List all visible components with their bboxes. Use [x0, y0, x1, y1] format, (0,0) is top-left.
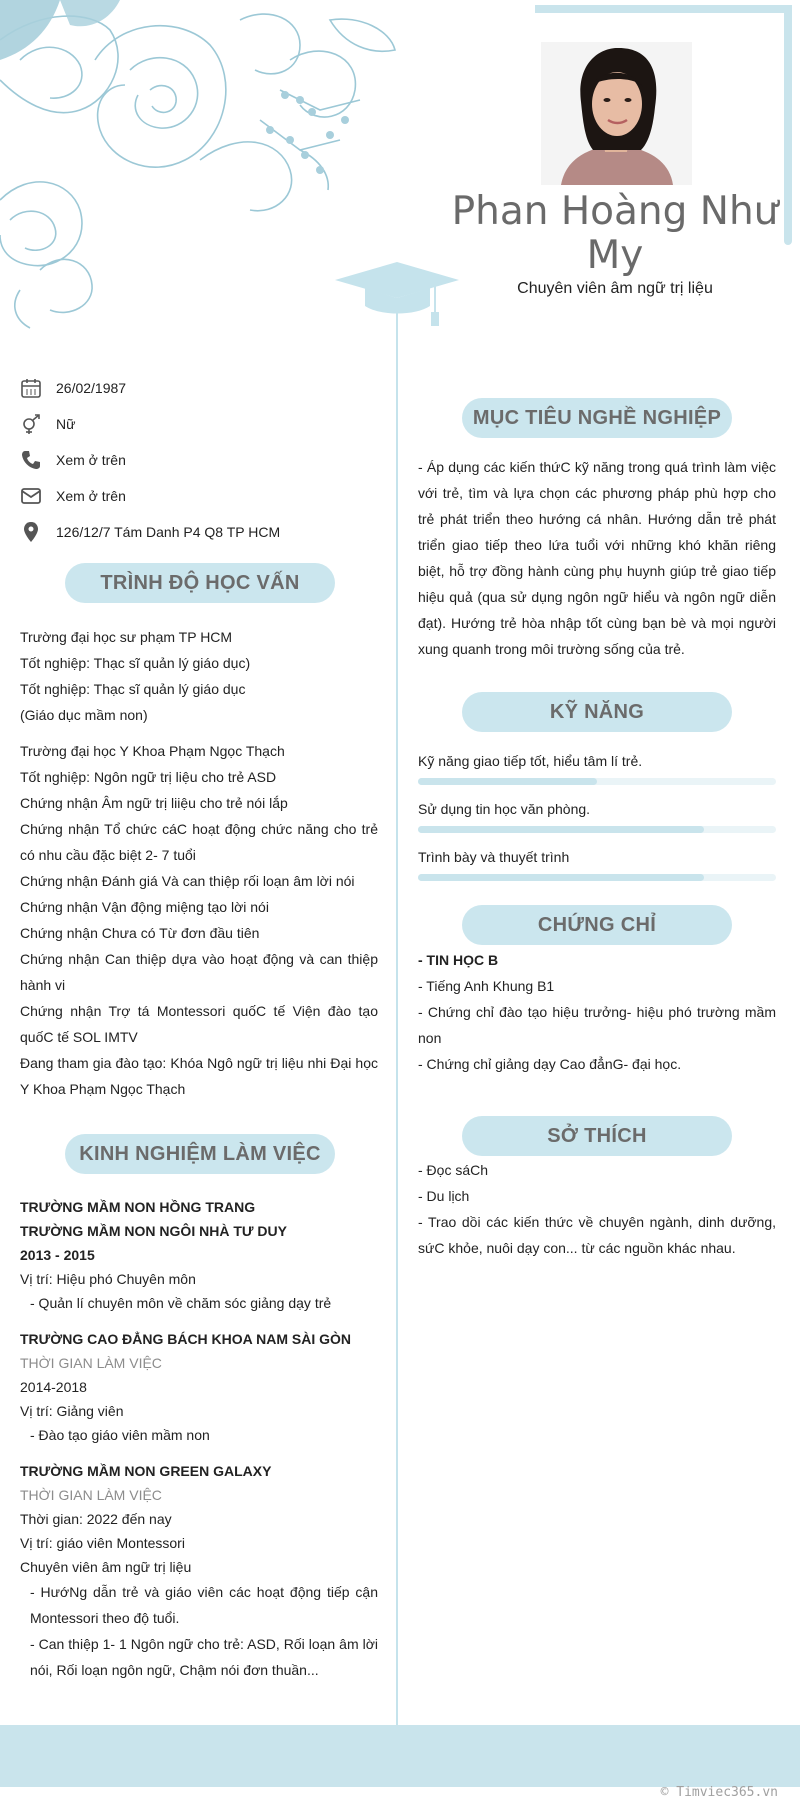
hobbies-title: SỞ THÍCH	[462, 1116, 732, 1156]
experience-duty: - Quản lí chuyên môn về chăm sóc giảng dạy trẻ	[30, 1295, 332, 1311]
certificate-item: - Tiếng Anh Khung B1	[418, 978, 555, 994]
candidate-job-title: Chuyên viên âm ngữ trị liệu	[517, 280, 713, 297]
education-title: TRÌNH ĐỘ HỌC VẤN	[65, 563, 335, 603]
experience-company: TRƯỜNG CAO ĐẲNG BÁCH KHOA NAM SÀI GÒN	[20, 1331, 352, 1347]
center-divider	[396, 300, 398, 1725]
skill-name: Sử dụng tin học văn phòng.	[418, 801, 591, 817]
candidate-name: Phan Hoàng Như My	[451, 189, 779, 278]
education-item: Trường đại học Y Khoa Phạm Ngọc Thạch	[20, 743, 285, 759]
certificate-item: - Chứng chỉ giảng dạy Cao đẳnG- đại học.	[418, 1056, 682, 1072]
skill-bar-fill	[418, 778, 597, 785]
education-item: Tốt nghiệp: Thạc sĩ quản lý giáo dục	[20, 681, 246, 697]
certificates-title: CHỨNG CHỈ	[462, 905, 732, 945]
skill-bar	[418, 826, 776, 833]
education-item: Đang tham gia đào tạo: Khóa Ngô ngữ trị liệu nhi Đại học Y Khoa Phạm Ngọc Thạch	[20, 1055, 378, 1097]
hobbies-list	[418, 1157, 776, 1261]
objective-paragraph: - Áp dụng các kiến thứC kỹ năng trong quá trình làm việc với trẻ, tìm và lựa chọn các phương pháp phù hợp cho trẻ phát triển theo hướng cá nhân. Hướng dẫn trẻ phát triển giao tiếp theo lứa tuổi với những khó khăn riêng biệt, hỗ trợ đồng hành cùng phụ huynh giúp trẻ giao tiếp hiệu quả (qua sử dụng ngôn ngữ hiểu và ngôn ngữ diễn đạt). Hướng trẻ hòa nhập tốt cùng bạn bè và mọi người xung quanh trong môi trường sống của trẻ.	[418, 459, 776, 657]
skills-list	[418, 748, 776, 892]
profile-photo	[541, 42, 692, 185]
experience-company: TRƯỜNG MẦM NON NGÔI NHÀ TƯ DUY	[20, 1223, 287, 1239]
frame-right-border	[784, 5, 792, 245]
education-item: Chứng nhận Vận động miệng tạo lời nói	[20, 899, 269, 915]
experience-time-label: THỜI GIAN LÀM VIỆC	[20, 1487, 162, 1503]
watermark: © Timviec365.vn	[660, 1785, 778, 1800]
experience-company: TRƯỜNG MẦM NON GREEN GALAXY	[20, 1463, 272, 1479]
skill-name: Trình bày và thuyết trình	[418, 849, 570, 865]
experience-list	[20, 1195, 378, 1683]
skills-title: KỸ NĂNG	[462, 692, 732, 732]
skill-item	[418, 748, 776, 796]
objective-title: MỤC TIÊU NGHỀ NGHIỆP	[462, 398, 732, 438]
contact-birthdate	[20, 370, 380, 406]
hobby-item: - Trao dồi các kiến thức về chuyên ngành, dinh dưỡng, sứC khỏe, nuôi dạy con... từ các nguồn khác nhau.	[418, 1214, 776, 1256]
phone-icon	[20, 449, 42, 471]
experience-time-label: THỜI GIAN LÀM VIỆC	[20, 1355, 162, 1371]
education-item: Chứng nhận Chưa có Từ đơn đầu tiên	[20, 925, 260, 941]
experience-period: 2014-2018	[20, 1379, 87, 1395]
skill-bar	[418, 778, 776, 785]
skill-item	[418, 796, 776, 844]
skill-name: Kỹ năng giao tiếp tốt, hiểu tâm lí trẻ.	[418, 753, 643, 769]
experience-position: Vị trí: Giảng viên	[20, 1403, 124, 1419]
experience-duty: - HướNg dẫn trẻ và giáo viên các hoạt động tiếp cận Montessori theo độ tuổi.	[30, 1584, 378, 1626]
certificate-item: - TIN HỌC B	[418, 952, 499, 968]
skill-bar-fill	[418, 826, 704, 833]
skill-bar-fill	[418, 874, 704, 881]
certificate-item: - Chứng chỉ đào tạo hiệu trưởng- hiệu phó trường mầm non	[418, 1004, 776, 1046]
contact-gender	[20, 406, 380, 442]
experience-duty: - Can thiệp 1- 1 Ngôn ngữ cho trẻ: ASD, Rối loạn âm lời nói, Rối loạn ngôn ngữ, Chậm nói đơn thuần...	[30, 1636, 378, 1678]
contact-birthdate-value: 26/02/1987	[56, 380, 127, 396]
footer-band	[0, 1725, 800, 1787]
experience-company: TRƯỜNG MẦM NON HỒNG TRANG	[20, 1199, 256, 1215]
education-item: Chứng nhận Đánh giá Và can thiệp rối loạn âm lời nói	[20, 873, 355, 889]
experience-position: Vị trí: Hiệu phó Chuyên môn	[20, 1271, 196, 1287]
education-item: (Giáo dục mầm non)	[20, 707, 148, 723]
location-icon	[20, 521, 42, 543]
education-item: Trường đại học sư phạm TP HCM	[20, 629, 233, 645]
contact-phone	[20, 442, 380, 478]
frame-top-border	[535, 5, 790, 13]
email-icon	[20, 485, 42, 507]
contact-email	[20, 478, 380, 514]
education-item: Tốt nghiệp: Ngôn ngữ trị liệu cho trẻ ASD	[20, 769, 277, 785]
experience-title: KINH NGHIỆM LÀM VIỆC	[65, 1134, 335, 1174]
education-item: Tốt nghiệp: Thạc sĩ quản lý giáo dục)	[20, 655, 251, 671]
experience-position: Vị trí: giáo viên Montessori	[20, 1535, 185, 1551]
education-list	[20, 624, 378, 1102]
experience-period: Thời gian: 2022 đến nay	[20, 1511, 172, 1527]
contact-address	[20, 514, 380, 550]
education-item: Chứng nhận Can thiệp dựa vào hoạt động và can thiệp hành vi	[20, 951, 378, 993]
experience-period: 2013 - 2015	[20, 1247, 95, 1263]
experience-duty: - Đào tạo giáo viên mầm non	[30, 1427, 210, 1443]
education-item: Chứng nhận Tổ chức cáC hoạt động chức năng cho trẻ có nhu cầu đặc biệt 2- 7 tuổi	[20, 821, 378, 863]
skill-bar	[418, 874, 776, 881]
calendar-icon	[20, 377, 42, 399]
objective-text	[418, 454, 776, 662]
contact-info	[20, 370, 380, 550]
certificates-list	[418, 947, 776, 1077]
education-item: Chứng nhận Âm ngữ trị liiệu cho trẻ nói lắp	[20, 795, 288, 811]
hobby-item: - Du lịch	[418, 1188, 470, 1204]
gender-icon	[20, 413, 42, 435]
experience-role: Chuyên viên âm ngữ trị liệu	[20, 1559, 192, 1575]
education-item: Chứng nhận Trợ tá Montessori quốC tế Viện đào tạo quốC tế SOL IMTV	[20, 1003, 378, 1045]
hobby-item: - Đọc sáCh	[418, 1162, 489, 1178]
contact-phone-value: Xem ở trên	[56, 452, 126, 468]
contact-email-value: Xem ở trên	[56, 488, 126, 504]
contact-gender-value: Nữ	[56, 416, 76, 432]
contact-address-value: 126/12/7 Tám Danh P4 Q8 TP HCM	[56, 524, 281, 540]
skill-item	[418, 844, 776, 892]
